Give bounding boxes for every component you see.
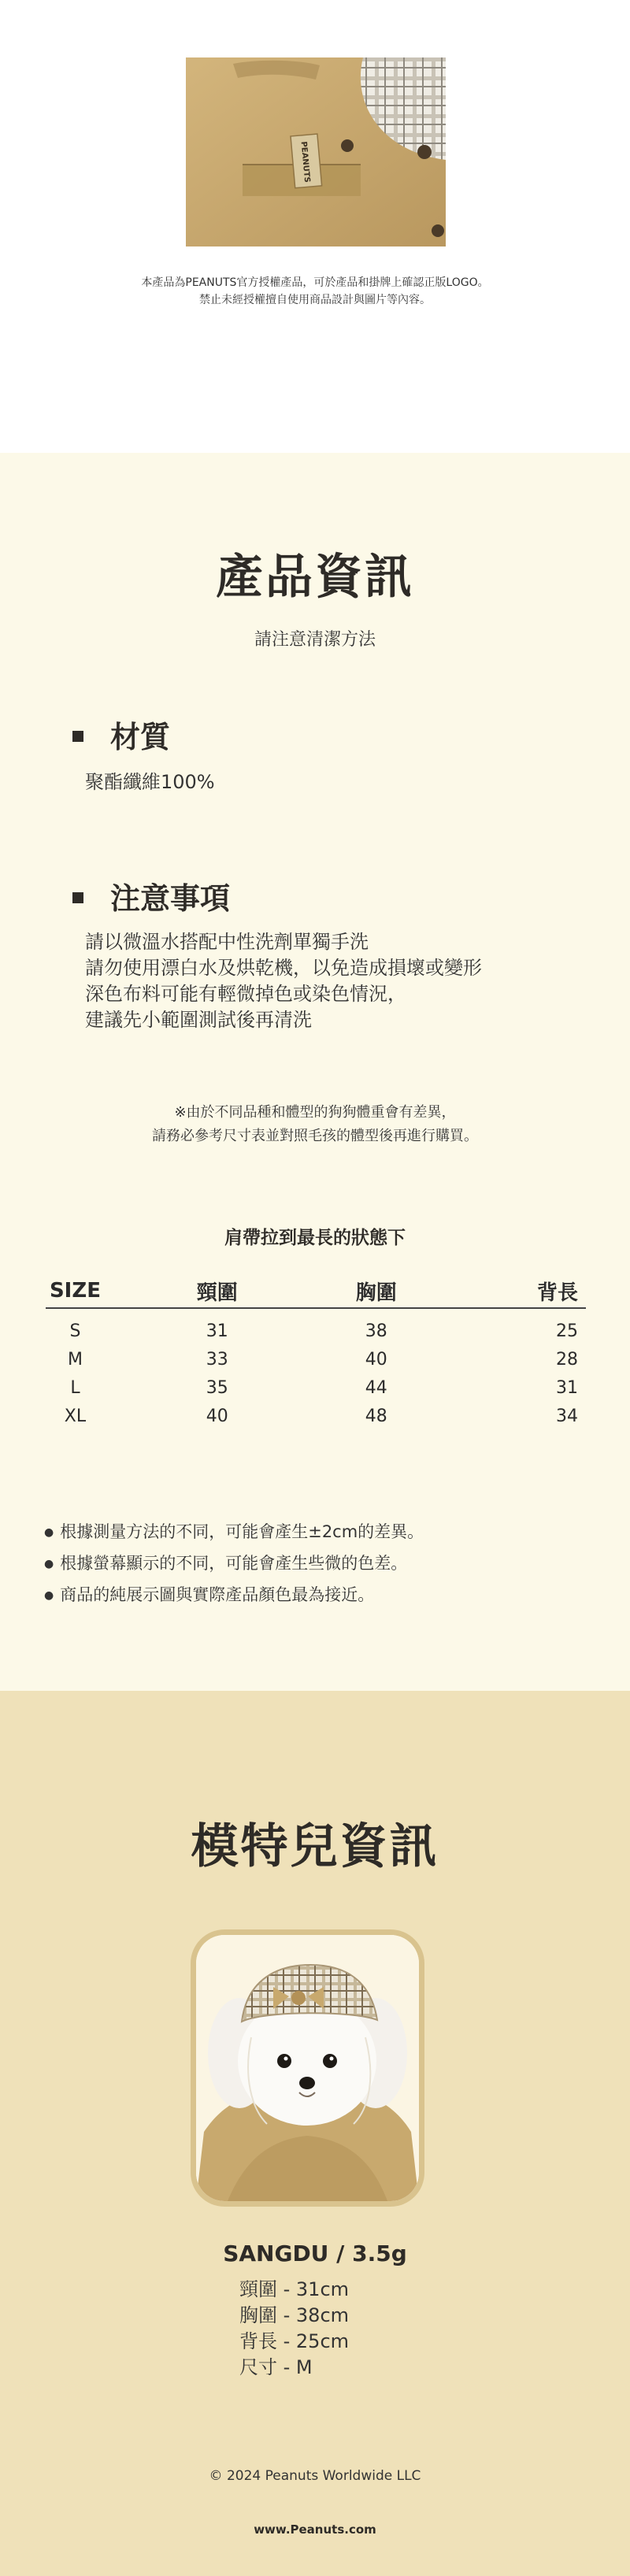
- table-row: S 31 38 25: [69, 1321, 578, 1341]
- model-info-section: [0, 1691, 630, 2576]
- care-line: 請以微溫水搭配中性洗劑單獨手洗: [85, 931, 369, 953]
- size-notes: [0, 1101, 630, 1148]
- model-spec-line: 尺寸 - M: [239, 2356, 313, 2378]
- model-spec-line: 頸圍 - 31cm: [239, 2278, 350, 2300]
- header-chest: 胸圍: [355, 1281, 397, 1305]
- table-row: M 33 40 28: [67, 1349, 578, 1370]
- table-row: L 35 44 31: [70, 1377, 578, 1398]
- square-bullet-icon: [72, 731, 83, 742]
- model-specs: [239, 2277, 349, 2381]
- license-notice-line2: 禁止未經授權擅自使用商品設計與圖片等內容。: [199, 294, 431, 306]
- size-table-title: 肩帶拉到最長的狀態下: [224, 1228, 406, 1248]
- size-table: [46, 1274, 586, 1430]
- product-info-title: 產品資訊: [216, 550, 414, 605]
- disclaimer-list: [44, 1518, 424, 1612]
- copyright-text: © 2024 Peanuts Worldwide LLC: [209, 2468, 421, 2484]
- header-back: 背長: [536, 1281, 578, 1305]
- care-instructions: [85, 929, 482, 1033]
- top-section: [0, 0, 630, 453]
- size-table-header: [46, 1274, 586, 1309]
- list-item: ● 根據螢幕顯示的不同，可能會產生些微的色差。: [44, 1549, 424, 1581]
- license-notice-line1: 本產品為PEANUTS官方授權產品，可於產品和掛牌上確認正版LOGO。: [141, 276, 489, 289]
- model-spec-line: 背長 - 25cm: [239, 2330, 350, 2352]
- table-row: XL 40 48 34: [64, 1406, 578, 1426]
- square-bullet-icon: [72, 892, 83, 903]
- care-line: 建議先小範圍測試後再清洗: [85, 1009, 312, 1031]
- model-name: SANGDU / 3.5g: [223, 2241, 407, 2267]
- care-subtitle: 請注意清潔方法: [254, 630, 376, 650]
- model-info-title: 模特兒資訊: [191, 1819, 439, 1874]
- list-item: ● 根據測量方法的不同，可能會產生±2cm的差異。: [44, 1518, 424, 1549]
- care-line: 深色布料可能有輕微掉色或染色情況，: [85, 983, 406, 1005]
- list-item: ● 商品的純展示圖與實際產品顏色最為接近。: [44, 1581, 424, 1612]
- product-tag-logo: PEANUTS: [298, 141, 312, 183]
- model-dog-photo: [196, 1935, 419, 2201]
- size-note-line: ※由於不同品種和體型的狗狗體重會有差異，: [174, 1104, 456, 1121]
- model-spec-line: 胸圍 - 38cm: [239, 2304, 350, 2326]
- care-line: 請勿使用漂白水及烘乾機，以免造成損壞或變形: [85, 957, 482, 979]
- care-heading: 注意事項: [72, 874, 230, 917]
- size-note-line: 請務必參考尺寸表並對照毛孩的體型後再進行購買。: [152, 1128, 478, 1144]
- header-neck: 頸圍: [196, 1281, 238, 1305]
- product-detail-photo: [186, 57, 446, 246]
- product-info-section: [0, 453, 630, 1691]
- website-link[interactable]: www.Peanuts.com: [254, 2522, 376, 2537]
- header-size: SIZE: [49, 1279, 101, 1303]
- material-value: 聚酯纖維100%: [85, 771, 215, 793]
- material-heading: 材質: [72, 713, 170, 756]
